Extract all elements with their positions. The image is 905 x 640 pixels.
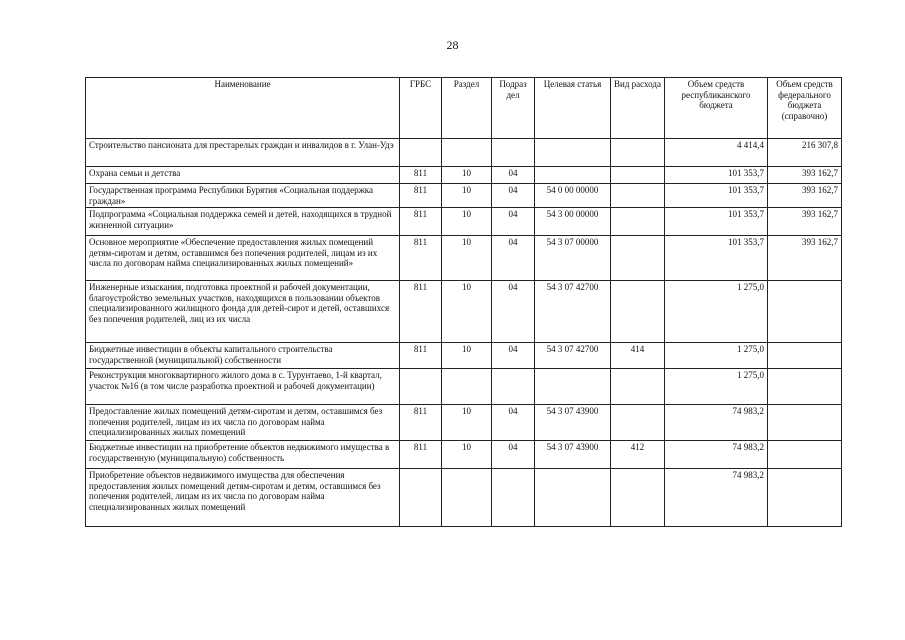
cell-republic: 74 983,2 — [665, 405, 768, 441]
page-number: 28 — [446, 38, 459, 52]
table-row — [86, 139, 842, 167]
cell-section — [442, 469, 492, 527]
cell-republic: 101 353,7 — [665, 236, 768, 281]
cell-target: 54 3 07 43900 — [535, 405, 611, 441]
cell-section — [442, 139, 492, 167]
cell-name: Предоставление жилых помещений детям-сиротам и детям, оставшимся без попечения родителей, лицам из их числа по договорам найма специализированных жилых помещений — [86, 405, 400, 441]
cell-section — [442, 369, 492, 405]
table-row — [86, 469, 842, 527]
cell-expense-type: 412 — [611, 441, 665, 469]
table-row — [86, 281, 842, 343]
cell-federal — [768, 405, 842, 441]
cell-target — [535, 369, 611, 405]
cell-grbs: 811 — [400, 184, 442, 208]
table-row — [86, 236, 842, 281]
cell-republic: 74 983,2 — [665, 441, 768, 469]
header-expense-type: Вид расхода — [611, 78, 665, 139]
cell-grbs: 811 — [400, 441, 442, 469]
cell-republic: 1 275,0 — [665, 281, 768, 343]
cell-grbs — [400, 369, 442, 405]
header-subsection: Подраз дел — [492, 78, 535, 139]
table-row — [86, 405, 842, 441]
cell-target: 54 3 07 43900 — [535, 441, 611, 469]
cell-expense-type — [611, 469, 665, 527]
cell-section: 10 — [442, 281, 492, 343]
cell-section: 10 — [442, 184, 492, 208]
cell-subsection: 04 — [492, 236, 535, 281]
cell-republic: 1 275,0 — [665, 369, 768, 405]
cell-republic: 74 983,2 — [665, 469, 768, 527]
cell-section: 10 — [442, 208, 492, 236]
cell-section: 10 — [442, 236, 492, 281]
cell-grbs: 811 — [400, 405, 442, 441]
cell-grbs: 811 — [400, 343, 442, 369]
header-republic: Объем средств республиканского бюджета — [665, 78, 768, 139]
cell-subsection: 04 — [492, 184, 535, 208]
cell-expense-type — [611, 139, 665, 167]
table-row — [86, 208, 842, 236]
table-row — [86, 369, 842, 405]
cell-target: 54 3 07 42700 — [535, 343, 611, 369]
header-name: Наименование — [86, 78, 400, 139]
cell-grbs — [400, 469, 442, 527]
cell-expense-type — [611, 236, 665, 281]
cell-target — [535, 167, 611, 184]
cell-section: 10 — [442, 167, 492, 184]
cell-target: 54 3 00 00000 — [535, 208, 611, 236]
cell-grbs: 811 — [400, 281, 442, 343]
cell-subsection: 04 — [492, 441, 535, 469]
cell-name: Бюджетные инвестиции на приобретение объектов недвижимого имущества в государственную (муниципальную) собственность — [86, 441, 400, 469]
cell-target: 54 0 00 00000 — [535, 184, 611, 208]
cell-federal — [768, 281, 842, 343]
cell-target: 54 3 07 00000 — [535, 236, 611, 281]
cell-grbs — [400, 139, 442, 167]
cell-target — [535, 139, 611, 167]
cell-subsection — [492, 469, 535, 527]
cell-subsection: 04 — [492, 405, 535, 441]
header-section: Раздел — [442, 78, 492, 139]
header-federal: Объем средств федерального бюджета (справочно) — [768, 78, 842, 139]
cell-republic: 101 353,7 — [665, 167, 768, 184]
cell-federal: 393 162,7 — [768, 236, 842, 281]
header-target: Целевая статья — [535, 78, 611, 139]
cell-federal: 216 307,8 — [768, 139, 842, 167]
cell-federal — [768, 441, 842, 469]
cell-subsection: 04 — [492, 281, 535, 343]
cell-federal — [768, 369, 842, 405]
cell-name: Реконструкция многоквартирного жилого дома в с. Турунтаево, 1-й квартал, участок №16 (в том числе разработка проектной и рабочей документации) — [86, 369, 400, 405]
cell-subsection: 04 — [492, 167, 535, 184]
cell-subsection — [492, 139, 535, 167]
cell-name: Основное мероприятие «Обеспечение предоставления жилых помещений детям-сиротам и детям, оставшимся без попечения родителей, лицам из их числа по договорам найма специализированных жилых помещений» — [86, 236, 400, 281]
cell-republic: 1 275,0 — [665, 343, 768, 369]
cell-expense-type — [611, 167, 665, 184]
cell-subsection: 04 — [492, 343, 535, 369]
cell-name: Охрана семьи и детства — [86, 167, 400, 184]
cell-subsection — [492, 369, 535, 405]
header-grbs: ГРБС — [400, 78, 442, 139]
cell-name: Бюджетные инвестиции в объекты капитального строительства государственной (муниципальной) собственности — [86, 343, 400, 369]
table-row — [86, 441, 842, 469]
cell-expense-type — [611, 208, 665, 236]
cell-section: 10 — [442, 441, 492, 469]
cell-grbs: 811 — [400, 236, 442, 281]
budget-table — [85, 77, 842, 527]
cell-republic: 101 353,7 — [665, 184, 768, 208]
cell-federal: 393 162,7 — [768, 167, 842, 184]
cell-expense-type — [611, 184, 665, 208]
cell-subsection: 04 — [492, 208, 535, 236]
cell-section: 10 — [442, 405, 492, 441]
cell-name: Приобретение объектов недвижимого имущества для обеспечения предоставления жилых помещений детям-сиротам и детям, оставшимся без попечения родителей, лицам из их числа по договорам найма специализированных жилых помещений — [86, 469, 400, 527]
cell-target: 54 3 07 42700 — [535, 281, 611, 343]
cell-section: 10 — [442, 343, 492, 369]
cell-grbs: 811 — [400, 208, 442, 236]
cell-name: Государственная программа Республики Бурятия «Социальная поддержка граждан» — [86, 184, 400, 208]
table-row — [86, 184, 842, 208]
cell-name: Инженерные изыскания, подготовка проектной и рабочей документации, благоустройство земельных участков, находящихся в пользовании объектов специализированного жилищного фонда для детей-сирот и детей, оставшихся без попечения родителей, лиц из их числа — [86, 281, 400, 343]
cell-federal: 393 162,7 — [768, 184, 842, 208]
cell-republic: 4 414,4 — [665, 139, 768, 167]
cell-republic: 101 353,7 — [665, 208, 768, 236]
cell-name: Подпрограмма «Социальная поддержка семей и детей, находящихся в трудной жизненной ситуации» — [86, 208, 400, 236]
cell-name: Строительство пансионата для престарелых граждан и инвалидов в г. Улан-Удэ — [86, 139, 400, 167]
cell-federal — [768, 343, 842, 369]
table-row — [86, 343, 842, 369]
cell-federal: 393 162,7 — [768, 208, 842, 236]
cell-federal — [768, 469, 842, 527]
cell-target — [535, 469, 611, 527]
cell-expense-type — [611, 369, 665, 405]
header-row — [86, 78, 842, 139]
cell-expense-type — [611, 405, 665, 441]
cell-expense-type — [611, 281, 665, 343]
table-row — [86, 167, 842, 184]
cell-expense-type: 414 — [611, 343, 665, 369]
cell-grbs: 811 — [400, 167, 442, 184]
